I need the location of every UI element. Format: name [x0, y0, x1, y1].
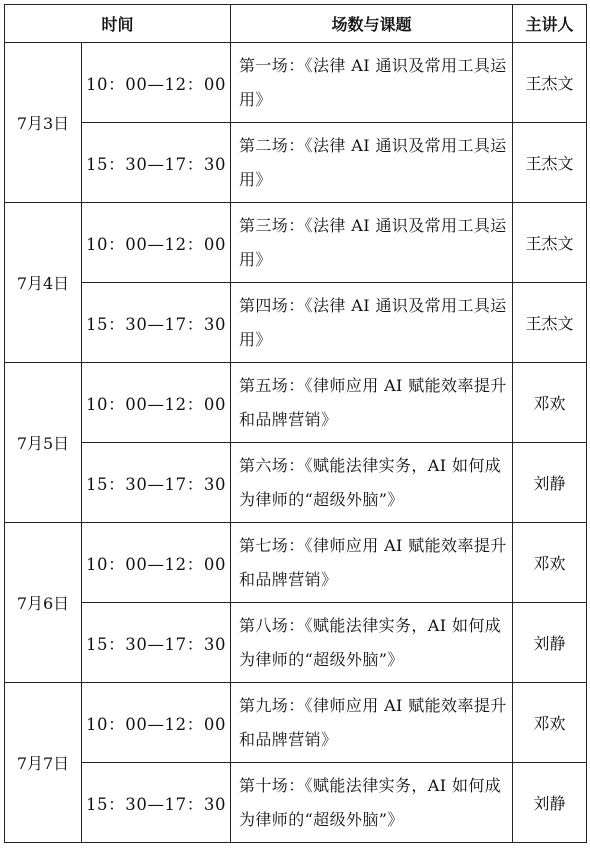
speaker-cell: 王杰文	[513, 43, 587, 123]
speaker-cell: 王杰文	[513, 203, 587, 283]
topic-cell: 第四场：《法律 AI 通识及常用工具运用》	[231, 283, 513, 363]
topic-cell: 第一场：《法律 AI 通识及常用工具运用》	[231, 43, 513, 123]
speaker-cell: 邓欢	[513, 363, 587, 443]
table-row	[5, 683, 587, 763]
table-row	[5, 603, 587, 683]
speaker-cell: 刘静	[513, 763, 587, 843]
table-row	[5, 123, 587, 203]
time-cell: 15：30—17：30	[82, 283, 231, 363]
speaker-cell: 王杰文	[513, 123, 587, 203]
speaker-cell: 刘静	[513, 443, 587, 523]
topic-cell: 第七场：《律师应用 AI 赋能效率提升和品牌营销》	[231, 523, 513, 603]
time-cell: 10：00—12：00	[82, 523, 231, 603]
table-row	[5, 763, 587, 843]
header-session: 场数与课题	[231, 5, 513, 43]
date-cell: 7月7日	[5, 683, 82, 843]
date-cell: 7月3日	[5, 43, 82, 203]
table-row	[5, 363, 587, 443]
time-cell: 10：00—12：00	[82, 43, 231, 123]
header-speaker: 主讲人	[513, 5, 587, 43]
topic-cell: 第五场：《律师应用 AI 赋能效率提升和品牌营销》	[231, 363, 513, 443]
table-row	[5, 43, 587, 123]
date-cell: 7月5日	[5, 363, 82, 523]
speaker-cell: 王杰文	[513, 283, 587, 363]
time-cell: 15：30—17：30	[82, 603, 231, 683]
schedule-table	[4, 4, 587, 843]
header-time: 时间	[5, 5, 231, 43]
time-cell: 15：30—17：30	[82, 763, 231, 843]
time-cell: 15：30—17：30	[82, 443, 231, 523]
topic-cell: 第十场：《赋能法律实务，AI 如何成为律师的“超级外脑”》	[231, 763, 513, 843]
date-cell: 7月6日	[5, 523, 82, 683]
time-cell: 10：00—12：00	[82, 683, 231, 763]
topic-cell: 第八场：《赋能法律实务，AI 如何成为律师的“超级外脑”》	[231, 603, 513, 683]
topic-cell: 第三场：《法律 AI 通识及常用工具运用》	[231, 203, 513, 283]
header-row	[5, 5, 587, 43]
topic-cell: 第九场：《律师应用 AI 赋能效率提升和品牌营销》	[231, 683, 513, 763]
speaker-cell: 邓欢	[513, 683, 587, 763]
table-row	[5, 283, 587, 363]
table-row	[5, 443, 587, 523]
table-row	[5, 203, 587, 283]
date-cell: 7月4日	[5, 203, 82, 363]
speaker-cell: 刘静	[513, 603, 587, 683]
time-cell: 10：00—12：00	[82, 203, 231, 283]
table-row	[5, 523, 587, 603]
topic-cell: 第六场：《赋能法律实务，AI 如何成为律师的“超级外脑”》	[231, 443, 513, 523]
topic-cell: 第二场：《法律 AI 通识及常用工具运用》	[231, 123, 513, 203]
speaker-cell: 邓欢	[513, 523, 587, 603]
time-cell: 15：30—17：30	[82, 123, 231, 203]
time-cell: 10：00—12：00	[82, 363, 231, 443]
